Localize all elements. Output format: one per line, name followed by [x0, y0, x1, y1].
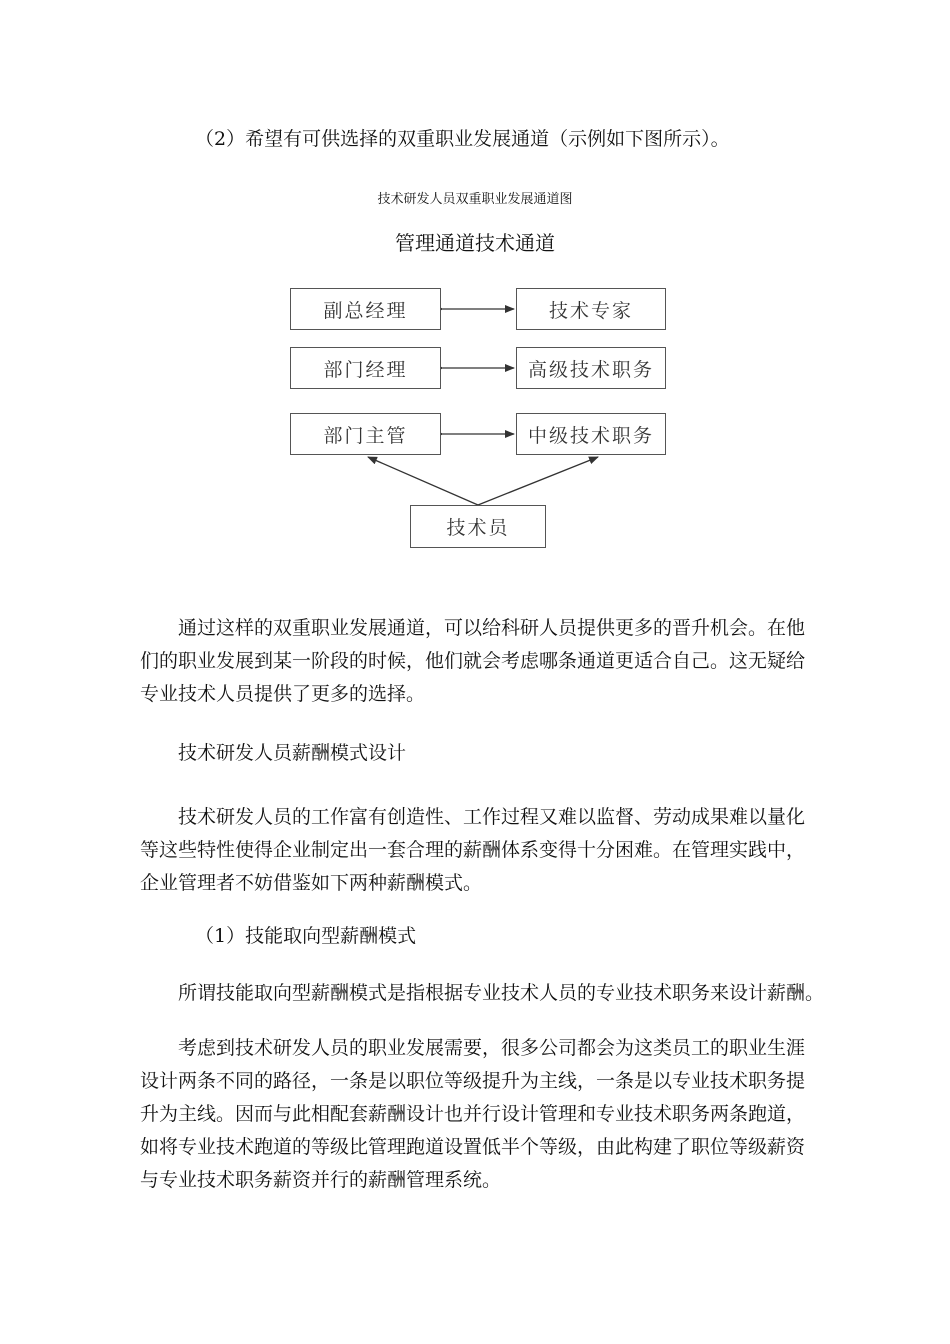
box-tech-expert: 技术专家: [516, 288, 666, 330]
box-mid-tech: 中级技术职务: [516, 413, 666, 455]
para3: 所谓技能取向型薪酬模式是指根据专业技术人员的专业技术职务来设计薪酬。: [178, 982, 825, 1004]
para1-line-1: 通过这样的双重职业发展通道，可以给科研人员提供更多的晋升机会。在他: [178, 617, 806, 639]
subheading: （1）技能取向型薪酬模式: [195, 925, 417, 947]
intro-line: （2）希望有可供选择的双重职业发展通道（示例如下图所示）。: [195, 128, 730, 150]
para4-line-3: 升为主线。因而与此相配套薪酬设计也并行设计管理和专业技术职务两条跑道，: [140, 1103, 806, 1125]
figure-title: 管理通道技术通道: [395, 231, 555, 255]
para4-line-4: 如将专业技术跑道的等级比管理跑道设置低半个等级，由此构建了职位等级薪资: [140, 1136, 806, 1158]
para2-line-3: 企业管理者不妨借鉴如下两种薪酬模式。: [140, 872, 483, 894]
para4-line-1: 考虑到技术研发人员的职业发展需要，很多公司都会为这类员工的职业生涯: [178, 1037, 806, 1059]
box-vice-gm: 副总经理: [290, 288, 441, 330]
para4-line-5: 与专业技术职务薪资并行的薪酬管理系统。: [140, 1169, 502, 1191]
box-technician: 技术员: [410, 505, 546, 548]
para2-line-2: 等这些特性使得企业制定出一套合理的薪酬体系变得十分困难。在管理实践中，: [140, 839, 806, 861]
figure-caption: 技术研发人员双重职业发展通道图: [377, 192, 573, 207]
para1-line-2: 们的职业发展到某一阶段的时候，他们就会考虑哪条通道更适合自己。这无疑给: [140, 650, 806, 672]
box-dept-manager: 部门经理: [290, 347, 441, 389]
para4-line-2: 设计两条不同的路径，一条是以职位等级提升为主线，一条是以专业技术职务提: [140, 1070, 806, 1092]
arrow-to-technical: [478, 457, 598, 505]
box-dept-supervisor: 部门主管: [290, 413, 441, 455]
arrow-to-management: [368, 457, 478, 505]
section-heading: 技术研发人员薪酬模式设计: [178, 742, 407, 764]
para1-line-3: 专业技术人员提供了更多的选择。: [140, 683, 426, 705]
box-senior-tech: 高级技术职务: [516, 347, 666, 389]
para2-line-1: 技术研发人员的工作富有创造性、工作过程又难以监督、劳动成果难以量化: [178, 806, 806, 828]
